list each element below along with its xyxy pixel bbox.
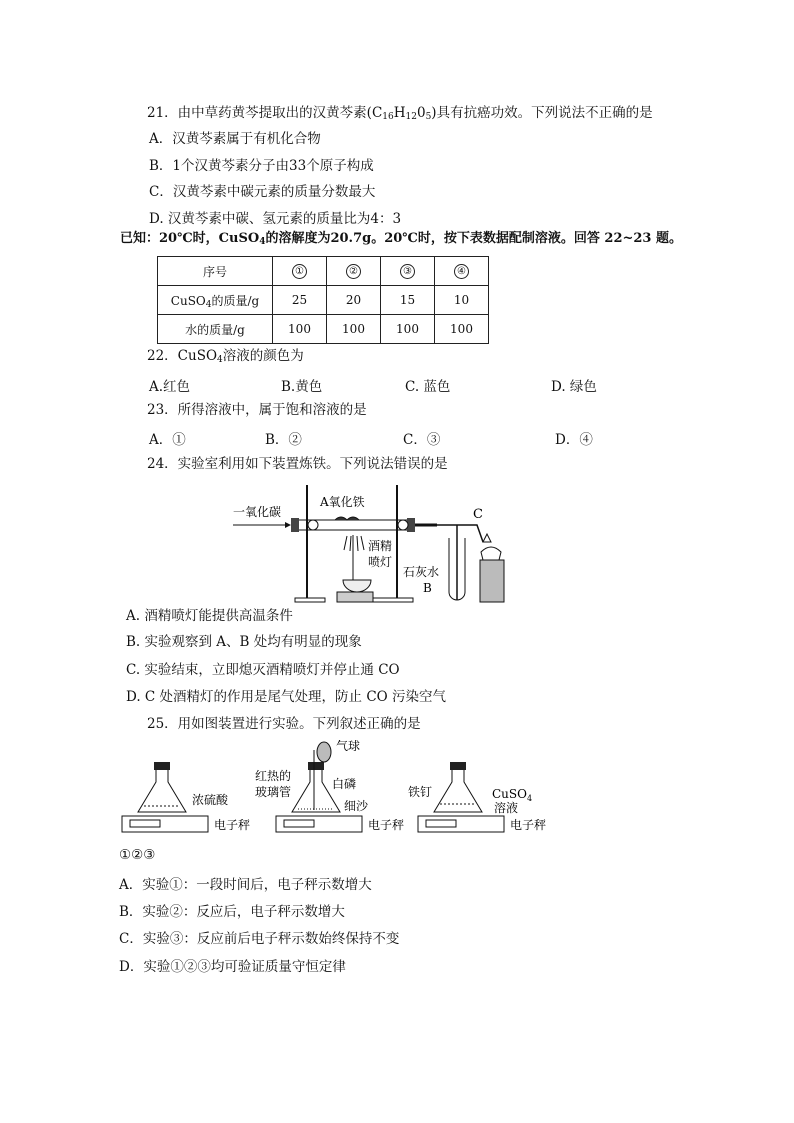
q22-option-a[interactable]: A.红色 xyxy=(149,379,191,395)
table-cell: 15 xyxy=(381,286,435,315)
table-number-2: ② xyxy=(346,264,361,279)
table-cell: 100 xyxy=(381,315,435,344)
c-label: C xyxy=(473,507,483,522)
table-number-1: ① xyxy=(292,264,307,279)
table-header-label: 序号 xyxy=(158,257,273,286)
table-cell: 100 xyxy=(273,315,327,344)
limewater-label: 石灰水 xyxy=(403,565,440,579)
q24-option-c[interactable]: C. 实验结束，立即熄灭酒精喷灯并停止通 CO xyxy=(126,662,400,678)
q25-option-a[interactable]: A．实验①：一段时间后，电子秤示数增大 xyxy=(119,877,372,893)
phosphorus-label: 白磷 xyxy=(332,777,357,791)
table-number-4: ④ xyxy=(454,264,469,279)
co-label: 一氧化碳 xyxy=(233,505,282,519)
q25-option-d[interactable]: D．实验①②③均可验证质量守恒定律 xyxy=(119,959,346,975)
table-row xyxy=(158,315,489,344)
q25-stem: 25．用如图装置进行实验。下列叙述正确的是 xyxy=(147,716,421,732)
scale-label-1: 电子秤 xyxy=(214,818,251,832)
q23-option-c[interactable]: C．③ xyxy=(403,432,441,448)
q25-series-label: ①②③ xyxy=(119,847,156,863)
lamp-label-1: 酒精 xyxy=(368,539,393,553)
solution-data-table xyxy=(157,256,489,344)
b-label: B xyxy=(423,581,432,595)
mass-conservation-experiments-figure xyxy=(118,740,558,840)
glass-tube-label-2: 玻璃管 xyxy=(255,785,292,799)
q24-option-b[interactable]: B. 实验观察到 A、B 处均有明显的现象 xyxy=(126,634,362,650)
scale-label-3: 电子秤 xyxy=(510,818,547,832)
nail-label: 铁钉 xyxy=(408,785,433,799)
table-cell: 100 xyxy=(435,315,489,344)
table-cell: 10 xyxy=(435,286,489,315)
table-row1-label: CuSO$_4$的质量/g xyxy=(158,286,273,315)
q21-option-a[interactable]: A．汉黄芩素属于有机化合物 xyxy=(149,131,321,147)
q24-option-a[interactable]: A. 酒精喷灯能提供高温条件 xyxy=(126,608,293,624)
iron-smelting-apparatus-figure xyxy=(225,480,525,608)
known-info: 已知：20℃时，CuSO$_4$的溶解度为20.7g。20℃时，按下表数据配制溶液。回答 22~23 题。 xyxy=(120,231,682,247)
q22-option-c[interactable]: C. 蓝色 xyxy=(405,379,451,395)
acid-label: 浓硫酸 xyxy=(192,793,229,807)
q23-stem: 23．所得溶液中，属于饱和溶液的是 xyxy=(147,402,367,418)
glass-tube-label-1: 红热的 xyxy=(255,769,292,783)
table-cell: 20 xyxy=(327,286,381,315)
q24-stem: 24．实验室利用如下装置炼铁。下列说法错误的是 xyxy=(147,456,448,472)
scale-label-2: 电子秤 xyxy=(368,818,405,832)
q25-option-b[interactable]: B．实验②：反应后，电子秤示数增大 xyxy=(119,904,345,920)
iron-oxide-label: A氧化铁 xyxy=(320,495,365,509)
q24-option-d[interactable]: D. C 处酒精灯的作用是尾气处理，防止 CO 污染空气 xyxy=(126,689,447,705)
sand-label: 细沙 xyxy=(344,799,369,813)
q21-stem: 21．由中草药黄芩提取出的汉黄芩素$(C_{16}H_{12}0_5)$具有抗癌功效。下列说法不正确的是 xyxy=(147,105,653,122)
table-row xyxy=(158,257,489,286)
q21-option-d[interactable]: D. 汉黄芩素中碳、氢元素的质量比为4：3 xyxy=(149,211,402,227)
q23-option-d[interactable]: D．④ xyxy=(555,432,593,448)
q25-option-c[interactable]: C．实验③：反应前后电子秤示数始终保持不变 xyxy=(119,931,400,947)
table-number-3: ③ xyxy=(400,264,415,279)
table-row xyxy=(158,286,489,315)
q22-option-d[interactable]: D. 绿色 xyxy=(551,379,597,395)
table-cell: 100 xyxy=(327,315,381,344)
table-cell: 25 xyxy=(273,286,327,315)
q21-option-c[interactable]: C．汉黄芩素中碳元素的质量分数最大 xyxy=(149,184,376,200)
q22-option-b[interactable]: B.黄色 xyxy=(281,379,323,395)
solution-label: 溶液 xyxy=(494,801,519,815)
table-row2-label: 水的质量/g xyxy=(158,315,273,344)
cuso4-label: CuSO$_4$ xyxy=(492,787,533,803)
q23-option-b[interactable]: B．② xyxy=(265,432,302,448)
q21-option-b[interactable]: B．1个汉黄芩素分子由33个原子构成 xyxy=(149,158,374,174)
q23-option-a[interactable]: A．① xyxy=(149,432,186,448)
balloon-label: 气球 xyxy=(336,740,361,753)
q22-stem: 22．CuSO$_4$溶液的颜色为 xyxy=(147,348,304,365)
lamp-label-2: 喷灯 xyxy=(368,555,393,569)
